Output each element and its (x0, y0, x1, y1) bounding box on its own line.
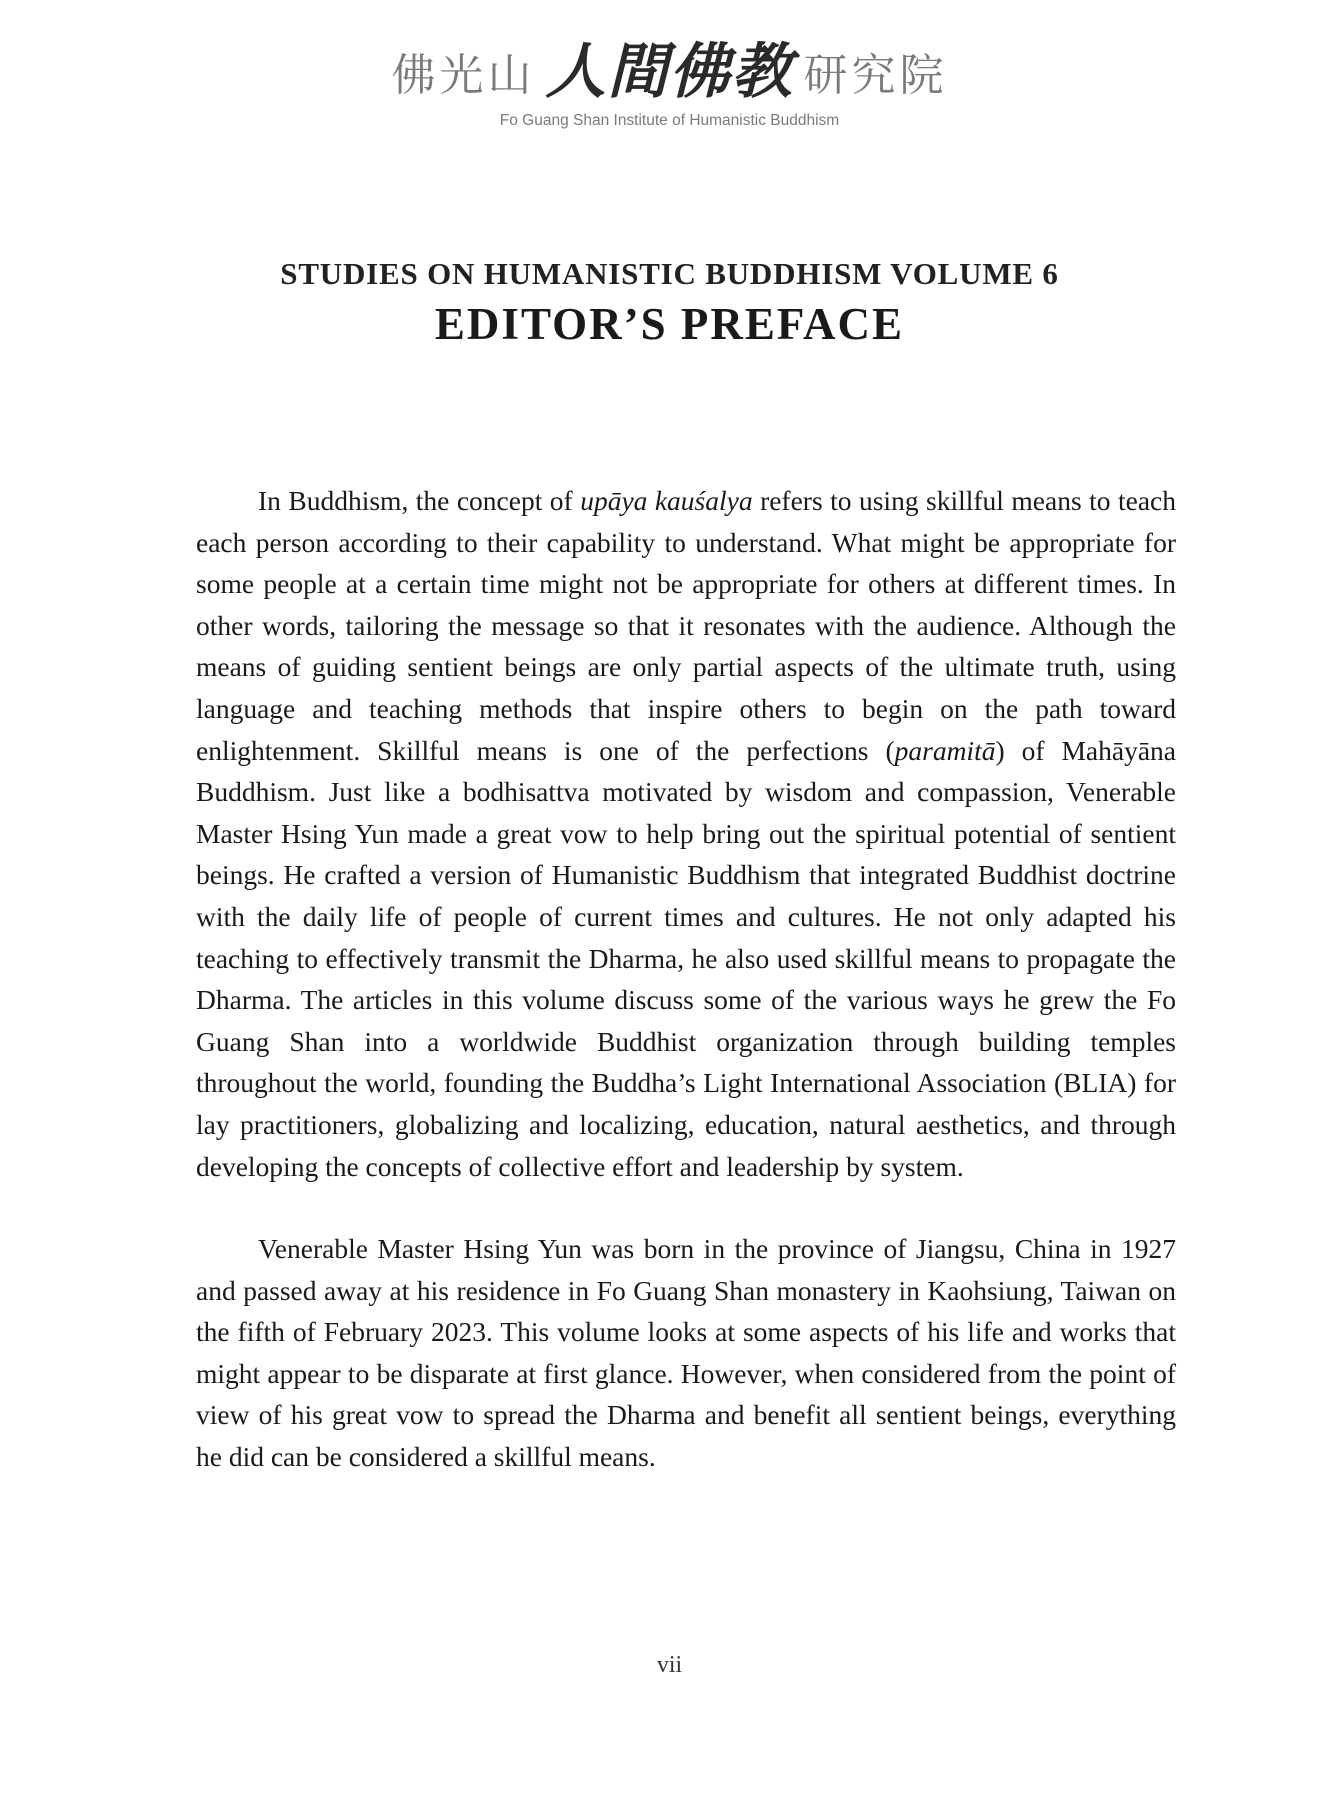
logo-left-text: 佛光山 (391, 50, 536, 101)
paragraph-1-text-a: In Buddhism, the concept of (258, 485, 581, 516)
paragraph-2: Venerable Master Hsing Yun was born in the province of Jiangsu, China in 1927 and passed away at his residence in Fo Guang Shan monastery in Kaohsiung, Taiwan on the fifth of February 2023. This volume looks at some aspects of his life and works that might appear to be disparate at first glance. However, when considered from the point of view of his great vow to spread the Dharma and benefit all sentient beings, everything he did can be considered a skillful means. (196, 1233, 1176, 1473)
page-title: EDITOR’S PREFACE (434, 299, 905, 349)
paragraph-1-text-b: refers to using skillful means to teach each person according to their capability to understand. What might be appropriate for some people at a certain time might not be appropriate for others at different times. In other words, tailoring the message so that it resonates with the audience. Although the means of guiding sentient beings are only partial aspects of the ultimate truth, using language and teaching methods that inspire others to begin on the path toward enlightenment. Skillful means is one of the perfections ( (196, 485, 1176, 766)
title-block (0, 254, 1339, 352)
logo-right-text: 研究院 (803, 50, 948, 101)
preface-body (196, 480, 1176, 1478)
series-title: STUDIES ON HUMANISTIC BUDDHISM VOLUME 6 (280, 256, 1059, 291)
page-number: vii (656, 1652, 683, 1678)
term-paramita: paramitā (894, 734, 996, 766)
institute-logo (0, 37, 1339, 107)
paragraph-1-text-c: ) of Mahāyāna Buddhism. Just like a bodhisattva motivated by wisdom and compassion, Venerable Master Hsing Yun made a great vow to help bring out the spiritual potential of sentient beings. He crafted a version of Humanistic Buddhism that integrated Buddhist doctrine with the daily life of people of current times and cultures. He not only adapted his teaching to effectively transmit the Dharma, he also used skillful means to propagate the Dharma. The articles in this volume discuss some of the various ways he grew the Fo Guang Shan into a worldwide Buddhist organization through building temples throughout the world, founding the Buddha’s Light International Association (BLIA) for lay practitioners, globalizing and localizing, education, natural aesthetics, and through developing the concepts of collective effort and leadership by system. (196, 734, 1177, 1182)
page-header (0, 37, 1339, 130)
paragraph-1 (196, 480, 1176, 1187)
logo-english-name: Fo Guang Shan Institute of Humanistic Buddhism (499, 112, 840, 129)
term-upaya-kausalya: upāya kauśalya (580, 485, 753, 516)
logo-brush-calligraphy: 人間佛教 (545, 37, 794, 107)
